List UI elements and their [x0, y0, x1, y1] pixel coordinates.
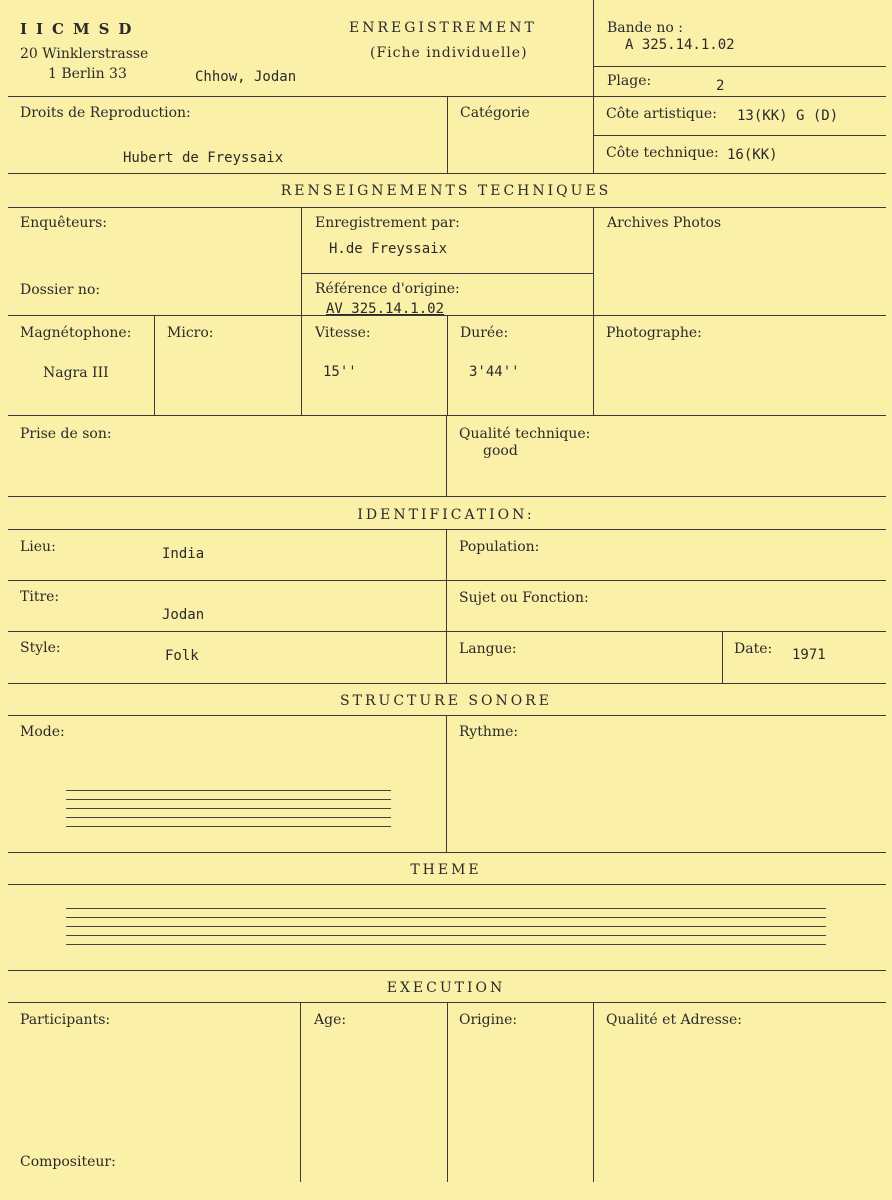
- archives-photos-label: Archives Photos: [607, 215, 722, 231]
- categorie-label: Catégorie: [460, 105, 530, 121]
- enregistrement-label: Enregistrement par:: [315, 215, 460, 231]
- rule: [8, 529, 886, 530]
- form-title: ENREGISTREMENT: [349, 20, 537, 36]
- date-label: Date:: [734, 641, 773, 657]
- bande-value: A 325.14.1.02: [625, 37, 735, 53]
- photographe-label: Photographe:: [606, 325, 702, 341]
- vitesse-value: 15'': [323, 364, 357, 380]
- droits-label: Droits de Reproduction:: [20, 105, 191, 121]
- cote-artistique-label: Côte artistique:: [606, 106, 717, 122]
- age-label: Age:: [314, 1012, 347, 1028]
- date-value: 1971: [792, 647, 826, 663]
- rule: [8, 173, 886, 174]
- rule: [300, 1002, 301, 1182]
- section-heading-identification: IDENTIFICATION:: [357, 507, 535, 523]
- rule: [593, 1002, 594, 1182]
- form-subtitle: (Fiche individuelle): [370, 45, 528, 61]
- duree-label: Durée:: [460, 325, 509, 341]
- rule: [8, 715, 886, 716]
- section-heading-execution: EXECUTION: [386, 980, 506, 996]
- vitesse-label: Vitesse:: [315, 325, 371, 341]
- rule: [8, 496, 886, 497]
- rule: [446, 415, 447, 496]
- qualite-technique-value: good: [483, 443, 518, 459]
- sujet-fonction-label: Sujet ou Fonction:: [459, 590, 589, 606]
- institute-logo: IICMSD: [20, 20, 141, 38]
- rule: [154, 315, 155, 415]
- rule: [447, 1002, 448, 1182]
- lieu-label: Lieu:: [20, 539, 56, 555]
- rule: [722, 631, 723, 683]
- dossier-label: Dossier no:: [20, 282, 101, 298]
- droits-value: Hubert de Freyssaix: [123, 150, 284, 166]
- rule: [301, 273, 593, 274]
- langue-label: Langue:: [459, 641, 517, 657]
- cote-technique-label: Côte technique:: [606, 145, 719, 161]
- titre-value: Jodan: [162, 607, 205, 623]
- rule: [8, 852, 886, 853]
- reference-label: Référence d'origine:: [315, 281, 460, 297]
- micro-label: Micro:: [167, 325, 214, 341]
- rule: [593, 96, 594, 173]
- rule: [447, 96, 448, 173]
- address-street: 20 Winklerstrasse: [20, 46, 149, 62]
- style-value: Folk: [165, 648, 199, 664]
- rule: [8, 207, 886, 208]
- section-heading-structure: STRUCTURE SONORE: [340, 693, 552, 709]
- qualite-adresse-label: Qualité et Adresse:: [606, 1012, 742, 1028]
- prise-de-son-label: Prise de son:: [20, 426, 112, 442]
- rule: [446, 529, 447, 683]
- rule: [301, 207, 302, 415]
- titre-label: Titre:: [20, 589, 60, 605]
- rule: [447, 315, 448, 415]
- plage-label: Plage:: [607, 73, 652, 89]
- enqueteurs-label: Enquêteurs:: [20, 215, 108, 231]
- rule: [8, 415, 886, 416]
- duree-value: 3'44'': [469, 364, 520, 380]
- plage-value: 2: [716, 78, 725, 94]
- rule: [8, 884, 886, 885]
- rythme-label: Rythme:: [459, 724, 519, 740]
- rule: [593, 0, 594, 96]
- origine-label: Origine:: [459, 1012, 518, 1028]
- rule: [594, 66, 886, 67]
- reference-value: AV 325.14.1.02: [326, 301, 445, 317]
- rule: [8, 580, 886, 581]
- bande-label: Bande no :: [607, 20, 683, 36]
- rule: [8, 631, 886, 632]
- magnetophone-label: Magnétophone:: [20, 325, 132, 341]
- rule: [446, 715, 447, 852]
- rule: [8, 970, 886, 971]
- participants-label: Participants:: [20, 1012, 111, 1028]
- qualite-technique-label: Qualité technique:: [459, 426, 591, 442]
- address-city: 1 Berlin 33: [48, 66, 127, 82]
- section-heading-technique: RENSEIGNEMENTS TECHNIQUES: [280, 183, 612, 199]
- rule: [593, 207, 594, 415]
- enregistrement-value: H.de Freyssaix: [329, 241, 448, 257]
- rule: [594, 135, 886, 136]
- lieu-value: India: [162, 546, 205, 562]
- magnetophone-value: Nagra III: [43, 365, 109, 381]
- cote-technique-value: 16(KK): [727, 147, 778, 163]
- performer-name: Chhow, Jodan: [195, 69, 297, 85]
- cote-artistique-value: 13(KK) G (D): [737, 108, 839, 124]
- population-label: Population:: [459, 539, 540, 555]
- section-heading-theme: THEME: [410, 862, 482, 878]
- rule: [8, 683, 886, 684]
- compositeur-label: Compositeur:: [20, 1154, 116, 1170]
- style-label: Style:: [20, 640, 61, 656]
- mode-label: Mode:: [20, 724, 65, 740]
